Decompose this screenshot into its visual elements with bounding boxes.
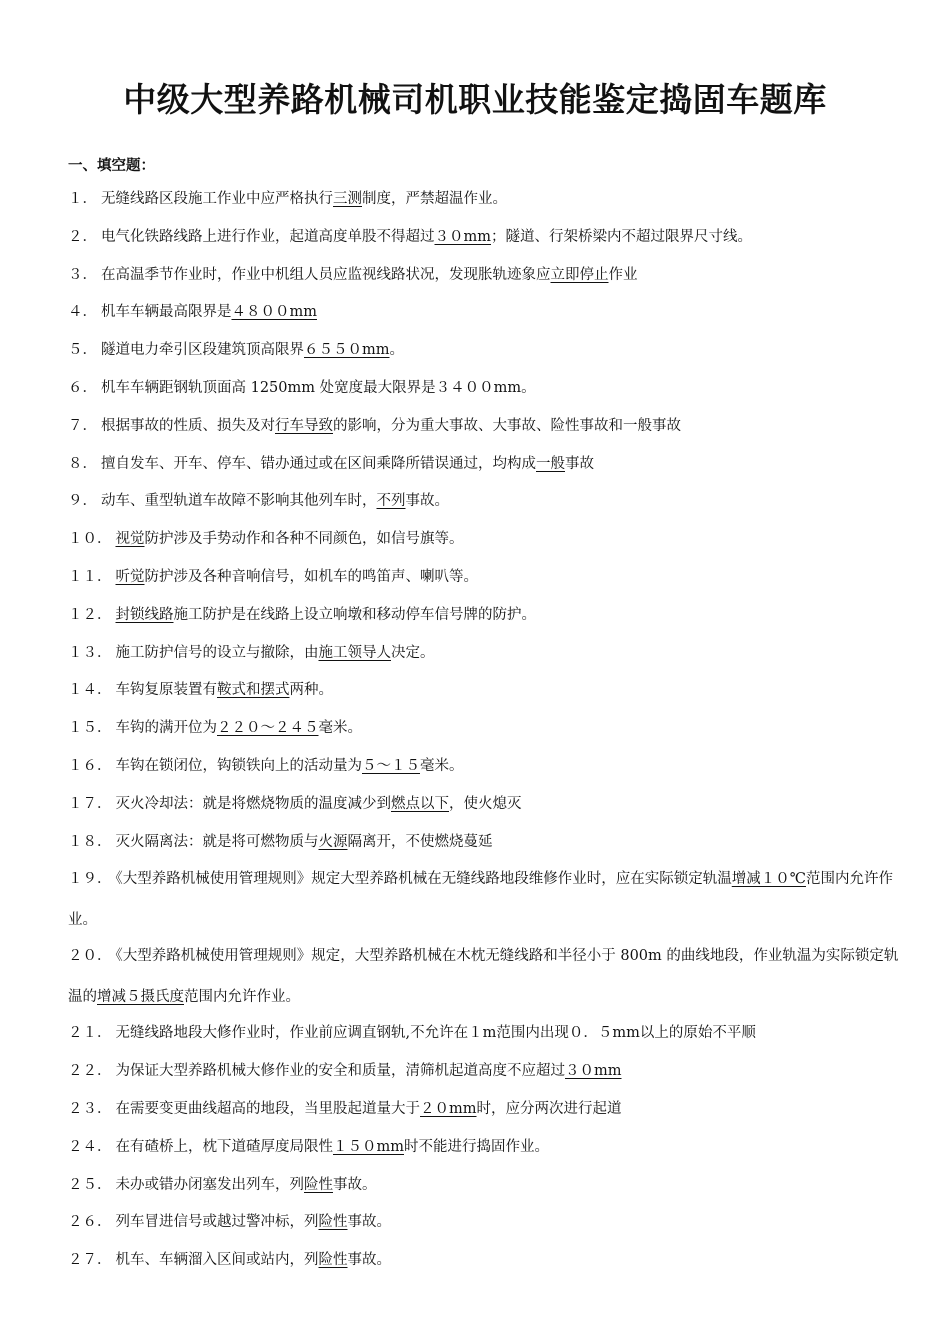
question-number: ５． xyxy=(68,342,97,359)
question-text: 隧道电力牵引区段建筑顶高限界 xyxy=(101,342,304,359)
question-item xyxy=(68,830,908,854)
question-text: 在需要变更曲线超高的地段，当里股起道量大于 xyxy=(115,1100,420,1117)
question-text: 为保证大型养路机械大修作业的安全和质量，清筛机起道高度不应超过 xyxy=(115,1063,565,1080)
question-text-tail: 事故。 xyxy=(347,1214,391,1231)
question-text: 《大型养路机械使用管理规则》规定大型养路机械在无缝线路地段维修作业时，应在实际锁定轨温 xyxy=(115,871,732,888)
question-number: ８． xyxy=(68,455,97,472)
question-text: 车钩复原装置有 xyxy=(115,682,217,699)
question-text: 无缝线路区段施工作业中应严格执行 xyxy=(101,191,333,207)
question-item xyxy=(68,1173,908,1197)
question-item xyxy=(68,936,908,1018)
answer-blank: 一般 xyxy=(536,455,565,472)
question-text: 《大型养路机械使用管理规则》规定，大型养路机械在木枕无缝线路和半径小于 800m 的曲线地段，作业轨温为实际锁定轨温的 xyxy=(68,948,899,1006)
question-number: １８． xyxy=(68,833,112,850)
question-item xyxy=(68,414,908,438)
question-number: １２． xyxy=(68,606,112,623)
question-item xyxy=(68,1248,908,1272)
question-item xyxy=(68,225,908,249)
question-text-tail: ；隧道、行架桥梁内不超过限界尺寸线。 xyxy=(491,228,752,245)
question-item xyxy=(68,792,908,816)
question-number: １４． xyxy=(68,682,112,699)
answer-blank: ４８００mm xyxy=(231,304,317,321)
answer-blank: 行车导致 xyxy=(275,417,333,434)
question-text: 根据事故的性质、损失及对 xyxy=(101,417,275,434)
question-item xyxy=(68,754,908,778)
question-number: １７． xyxy=(68,795,112,812)
question-item xyxy=(68,527,908,551)
question-number: ２４． xyxy=(68,1138,112,1155)
question-item xyxy=(68,489,908,513)
question-number: ４． xyxy=(68,304,97,321)
question-text-tail: 决定。 xyxy=(391,644,435,661)
answer-blank: １５０mm xyxy=(333,1138,404,1155)
answer-blank: 视觉 xyxy=(115,531,145,548)
question-text-tail: 的影响，分为重大事故、大事故、险性事故和一般事故 xyxy=(333,417,681,434)
question-text: 在有碴桥上，枕下道碴厚度局限性 xyxy=(115,1138,333,1155)
question-number: ２５． xyxy=(68,1176,112,1193)
question-text-tail: ，使火熄灭 xyxy=(449,795,522,812)
question-number: ２７． xyxy=(68,1252,112,1269)
section-heading: 一、填空题： xyxy=(68,158,155,174)
question-number: ２． xyxy=(68,228,97,245)
question-text-tail: 制度，严禁超温作业。 xyxy=(362,191,507,207)
question-text: 无缝线路地段大修作业时，作业前应调直钢轨,不允许在１m范围内出现０．５mm以上的原始不平顺 xyxy=(115,1025,756,1042)
question-text: 未办或错办闭塞发出列车，列 xyxy=(115,1176,304,1193)
question-item xyxy=(68,338,908,362)
question-text-tail: 时不能进行捣固作业。 xyxy=(404,1138,549,1155)
question-item xyxy=(68,603,908,627)
question-text-tail: 作业 xyxy=(608,266,638,283)
question-text: 机车、车辆溜入区间或站内，列 xyxy=(115,1252,319,1269)
question-text-tail: 时，应分两次进行起道 xyxy=(476,1100,622,1117)
answer-blank: 封锁线路 xyxy=(115,606,174,623)
answer-blank: ３０mm xyxy=(565,1063,622,1080)
question-item xyxy=(68,376,908,400)
question-item xyxy=(68,641,908,665)
question-text: 灭火隔离法：就是将可燃物质与 xyxy=(115,833,319,850)
question-text: 施工防护信号的设立与撤除，由 xyxy=(115,644,319,661)
question-item xyxy=(68,1059,908,1083)
question-text-tail: 事故。 xyxy=(405,493,449,510)
question-number: １９． xyxy=(68,871,112,888)
question-number: １． xyxy=(68,191,97,207)
question-text-tail: 施工防护是在线路上设立响墩和移动停车信号牌的防护。 xyxy=(173,606,536,623)
question-item xyxy=(68,1021,908,1045)
answer-blank: ６５５０mm xyxy=(304,342,390,359)
question-item xyxy=(68,1210,908,1234)
answer-blank: 听觉 xyxy=(115,568,145,585)
question-item xyxy=(68,300,908,324)
question-number: ２１． xyxy=(68,1025,112,1042)
question-list xyxy=(68,187,908,1286)
question-item xyxy=(68,1097,908,1121)
question-number: ２２． xyxy=(68,1063,112,1080)
question-item xyxy=(68,716,908,740)
answer-blank: 不列 xyxy=(376,493,406,510)
question-item xyxy=(68,565,908,589)
answer-blank: 鞍式和摆式 xyxy=(217,682,290,699)
question-text-tail: 范围内允许作业。 xyxy=(184,989,300,1006)
question-text-tail: 两种。 xyxy=(289,682,333,699)
answer-blank: 险性 xyxy=(304,1176,333,1193)
question-item xyxy=(68,187,908,211)
question-text-tail: 毫米。 xyxy=(420,757,464,774)
answer-blank: ２２０～２４５ xyxy=(217,720,319,737)
answer-blank: 增减５摄氏度 xyxy=(97,989,184,1006)
question-text: 电气化铁路线路上进行作业，起道高度单股不得超过 xyxy=(101,228,435,245)
question-number: ６． xyxy=(68,379,97,396)
question-item xyxy=(68,1135,908,1159)
question-text: 擅自发车、开车、停车、错办通过或在区间乘降所错误通过，均构成 xyxy=(101,455,536,472)
question-number: １０． xyxy=(68,531,112,548)
question-text: 灭火冷却法：就是将燃烧物质的温度减少到 xyxy=(115,795,391,812)
question-text-tail: 事故 xyxy=(565,455,594,472)
question-text-tail: 事故。 xyxy=(333,1176,377,1193)
question-text-tail: 防护涉及各种音响信号，如机车的鸣笛声、喇叭等。 xyxy=(144,568,478,585)
question-text: 在高温季节作业时，作业中机组人员应监视线路状况，发现胀轨迹象应 xyxy=(101,266,551,283)
answer-blank: 燃点以下 xyxy=(391,795,449,812)
question-item xyxy=(68,678,908,702)
question-number: １６． xyxy=(68,757,112,774)
question-text-tail: 范围内允许作业。 xyxy=(68,871,893,929)
question-number: ９． xyxy=(68,493,97,510)
question-text: 动车、重型轨道车故障不影响其他列车时， xyxy=(101,493,377,510)
question-item xyxy=(68,452,908,476)
answer-blank: 立即停止 xyxy=(550,266,609,283)
question-number: ２３． xyxy=(68,1100,112,1117)
answer-blank: 险性 xyxy=(318,1214,348,1231)
question-text: 机车车辆最高限界是 xyxy=(101,304,232,321)
question-item xyxy=(68,859,908,941)
question-number: １１． xyxy=(68,568,112,585)
answer-blank: 增减１０℃ xyxy=(731,871,806,888)
question-number: ７． xyxy=(68,417,97,434)
document-title: 中级大型养路机械司机职业技能鉴定捣固车题库 xyxy=(123,80,827,119)
question-item xyxy=(68,263,908,287)
answer-blank: ２０mm xyxy=(420,1100,477,1117)
question-text-tail: 。 xyxy=(389,342,404,359)
question-text: 机车车辆距钢轨顶面高 1250mm 处宽度最大限界是３４００mm。 xyxy=(101,379,536,396)
answer-blank: 施工领导人 xyxy=(318,644,391,661)
question-number: ３． xyxy=(68,266,97,283)
answer-blank: ３０mm xyxy=(434,228,491,245)
answer-blank: 火源 xyxy=(318,833,348,850)
question-text: 列车冒进信号或越过警冲标，列 xyxy=(115,1214,319,1231)
answer-blank: 险性 xyxy=(318,1252,348,1269)
question-text-tail: 防护涉及手势动作和各种不同颜色，如信号旗等。 xyxy=(144,531,464,548)
question-text-tail: 事故。 xyxy=(347,1252,391,1269)
question-number: ２６． xyxy=(68,1214,112,1231)
answer-blank: ５～１５ xyxy=(362,757,420,774)
question-number: ２０． xyxy=(68,948,112,965)
answer-blank: 三测 xyxy=(333,191,362,207)
question-text-tail: 隔离开，不使燃烧蔓延 xyxy=(347,833,493,850)
question-text: 车钩的满开位为 xyxy=(115,720,217,737)
question-number: １３． xyxy=(68,644,112,661)
question-number: １５． xyxy=(68,720,112,737)
question-text: 车钩在锁闭位，钩锁铁向上的活动量为 xyxy=(115,757,362,774)
question-text-tail: 毫米。 xyxy=(318,720,362,737)
